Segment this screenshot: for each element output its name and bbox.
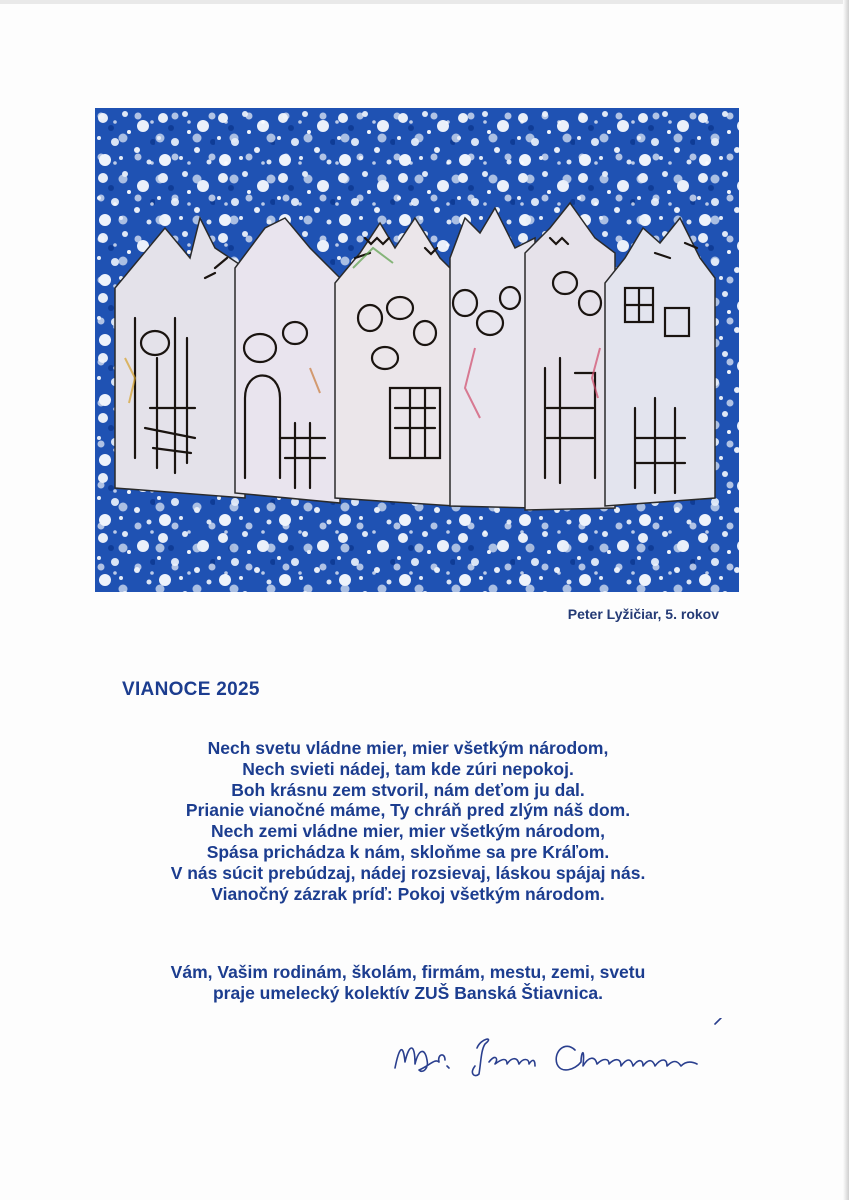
scan-edge-top [0,0,849,4]
poem-line: Boh krásnu zem stvoril, nám deťom ju dal. [231,779,585,800]
poem-line: Nech svetu vládne mier, mier všetkým národom, [207,738,609,758]
greeting-line: Vám, Vašim rodinám, školám, firmám, mestu, zemi, svetu [170,962,646,982]
handwritten-signature [385,1018,765,1088]
childrens-painting [95,108,739,592]
artwork-caption: Peter Lyžičiar, 5. rokov [567,606,719,622]
poem-line: Nech svieti nádej, tam kde zúri nepokoj. [242,758,574,779]
greeting-line: praje umelecký kolektív ZUŠ Banská Štiavnica. [212,983,604,1003]
signature-scribble [385,1018,765,1088]
poem-line: V nás súcit prebúdzaj, nádej rozsievaj, láskou spájaj nás. [170,862,646,883]
poem-line: Prianie vianočné máme, Ty chráň pred zlým náš dom. [185,800,631,821]
scan-edge-right [843,0,849,1200]
poem-line: Spása prichádza k nám, skloňme sa pre Kráľom. [206,841,610,862]
page-title: VIANOCE 2025 [122,679,260,700]
poem-line: Vianočný zázrak príď: Pokoj všetkým národom. [211,883,605,904]
poem [100,738,716,904]
poem-line: Nech zemi vládne mier, mier všetkým národom, [211,821,605,842]
painting-canvas [95,108,739,592]
greeting [100,962,716,1004]
